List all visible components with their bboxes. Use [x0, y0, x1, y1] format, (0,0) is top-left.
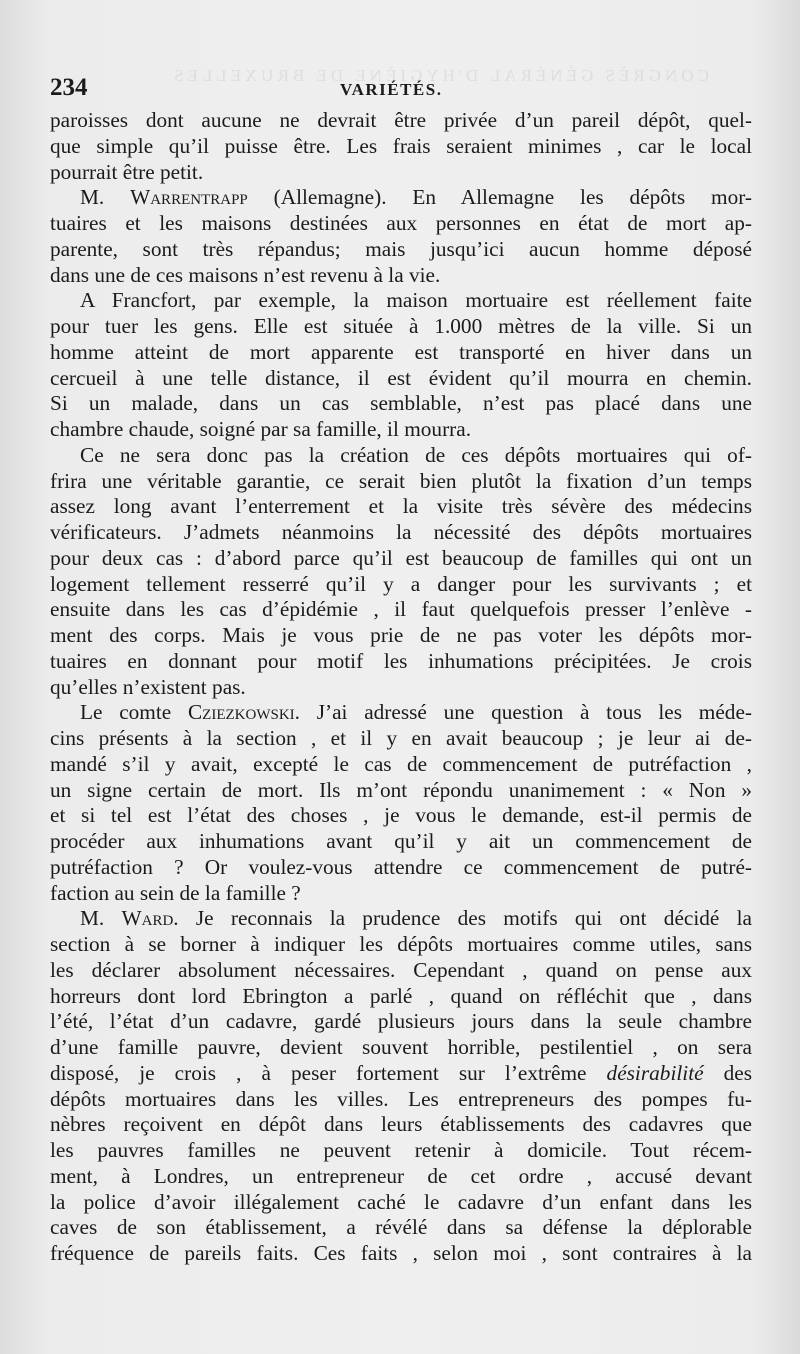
text-line: cercueil à une telle distance, il est évident qu’il mourra en chemin.: [50, 365, 752, 390]
text-line: fréquence de pareils faits. Ces faits , selon moi , sont contraires à la: [50, 1241, 752, 1265]
text-line: [50, 906, 752, 932]
speaker-name: Ward: [121, 906, 174, 931]
text-line: les déclarer absolument nécessaires. Cependant , quand on pense aux: [50, 957, 752, 982]
page-header: [50, 74, 752, 108]
text-fragment: . Je reconnais la prudence des motifs qui ont décidé la: [173, 906, 752, 931]
text-line: ment, à Londres, un entrepreneur de cet ordre , accusé devant: [50, 1163, 752, 1188]
text-line: assez long avant l’enterrement et la visite très sévère des médecins: [50, 494, 752, 519]
text-line: les pauvres familles ne peuvent retenir à domicile. Tout récem-: [50, 1138, 752, 1162]
text-line: A Francfort, par exemple, la maison mortuaire est réellement faite: [80, 288, 752, 313]
text-line: un signe certain de mort. Ils m’ont répondu unanimement : « Non »: [50, 777, 752, 802]
text-line: Ce ne sera donc pas la création de ces dépôts mortuaires qui of-: [80, 442, 752, 467]
speaker-name: Warrentrapp: [130, 185, 248, 210]
text-fragment: (Allemagne). En Allemagne les dépôts mor-: [247, 185, 752, 210]
text-line: chambre chaude, soigné par sa famille, il mourra.: [50, 417, 472, 441]
text-line: procéder aux inhumations avant qu’il y ait un commencement de: [50, 829, 752, 853]
text-fragment: . J’ai adressé une question à tous les méde-: [294, 700, 752, 725]
text-line: la police d’avoir illégalement caché le cadavre d’un enfant dans les: [50, 1189, 752, 1214]
text-line: dépôts mortuaires dans les villes. Les entrepreneurs des pompes fu-: [50, 1086, 752, 1111]
text-line: [50, 185, 752, 211]
text-line: horreurs dont lord Ebrington a parlé , quand on réfléchit que , dans: [50, 983, 752, 1008]
text-fragment: M.: [80, 906, 122, 931]
text-line: homme atteint de mort apparente est transporté en hiver dans un: [50, 339, 752, 364]
text-line: caves de son établissement, a révélé dans sa défense la déplorable: [50, 1215, 752, 1240]
text-line: vérificateurs. J’admets néanmoins la nécessité des dépôts mortuaires: [50, 520, 752, 544]
text-line: paroisses dont aucune ne devrait être privée d’un pareil dépôt, quel-: [50, 108, 752, 132]
text-line: frira une véritable garantie, ce serait bien plutôt la fixation d’un temps: [50, 468, 752, 493]
text-line: [50, 700, 752, 726]
page-number: 234: [50, 74, 88, 101]
text-fragment: disposé, je crois , à peser fortement sur l’extrême: [50, 1060, 607, 1085]
body-text: [50, 108, 752, 1267]
text-line: faction au sein de la famille ?: [50, 880, 301, 905]
text-fragment: Le comte: [80, 700, 188, 725]
text-line: tuaires et les maisons destinées aux personnes en état de mort ap-: [50, 211, 752, 235]
text-line: nèbres reçoivent en dépôt dans leurs établissements des cadavres que: [50, 1112, 752, 1137]
text-fragment: des: [703, 1060, 753, 1085]
text-line: logement tellement resserré qu’il y a danger pour les survivants ; et: [50, 571, 752, 596]
text-line: pour deux cas : d’abord parce qu’il est beaucoup de familles qui ont un: [50, 545, 752, 570]
text-line: [50, 1061, 752, 1087]
text-line: ensuite dans les cas d’épidémie , il faut quelquefois presser l’enlève -: [50, 597, 752, 622]
text-line: tuaires en donnant pour motif les inhumations précipitées. Je crois: [50, 648, 752, 673]
text-line: qu’elles n’existent pas.: [50, 674, 246, 699]
speaker-name: Cziezkowski: [187, 700, 295, 725]
show-through-text: CONGRÈS GÉNÉRAL D'HYGIÈNE DE BRUXELLES: [170, 66, 709, 85]
italic-term: désirabilité: [606, 1060, 704, 1085]
text-fragment: M.: [80, 185, 131, 210]
text-line: pourrait être petit.: [50, 159, 204, 184]
text-line: mandé s’il y avait, excepté le cas de commencement de putréfaction ,: [50, 751, 752, 776]
text-line: et si tel est l’état des choses , je vous le demande, est-il permis de: [50, 803, 752, 828]
text-line: dans une de ces maisons n’est revenu à la vie.: [50, 262, 441, 287]
text-line: cins présents à la section , et il y en avait beaucoup ; je leur ai de-: [50, 726, 752, 750]
text-line: pour tuer les gens. Elle est située à 1.000 mètres de la ville. Si un: [50, 314, 752, 338]
text-line: d’une famille pauvre, devient souvent horrible, pestilentiel , on sera: [50, 1035, 752, 1059]
running-head: VARIÉTÉS.: [340, 80, 443, 99]
text-line: ment des corps. Mais je vous prie de ne pas voter les dépôts mor-: [50, 623, 752, 647]
text-line: l’été, l’état d’un cadavre, gardé plusieurs jours dans la seule chambre: [50, 1009, 752, 1034]
text-line: parente, sont très répandus; mais jusqu’ici aucun homme déposé: [50, 236, 752, 261]
text-line: que simple qu’il puisse être. Les frais seraient minimes , car le local: [50, 133, 752, 158]
text-line: section à se borner à indiquer les dépôts mortuaires comme utiles, sans: [50, 932, 752, 956]
text-line: putréfaction ? Or voulez-vous attendre ce commencement de putré-: [50, 854, 752, 879]
text-line: Si un malade, dans un cas semblable, n’est pas placé dans une: [50, 391, 752, 416]
